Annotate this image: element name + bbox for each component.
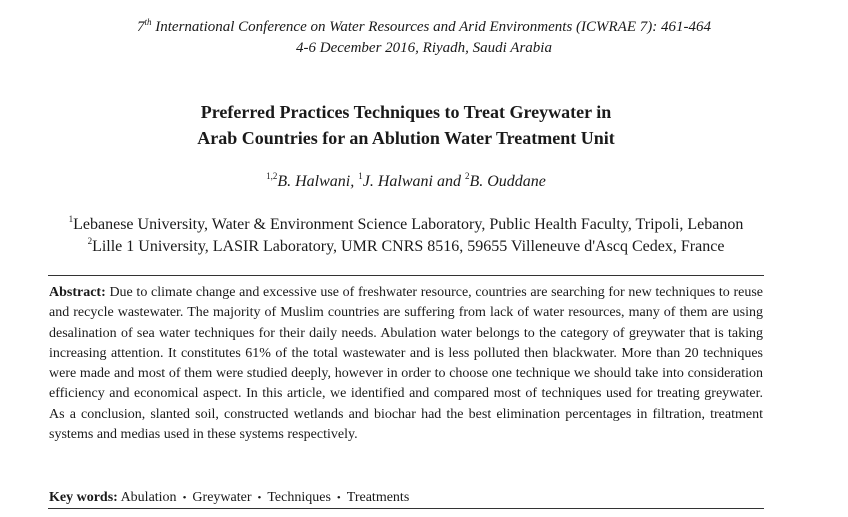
author-list: [0, 171, 812, 193]
author-1-affiliation: 1,2: [266, 171, 278, 181]
keyword-3: Techniques: [267, 490, 331, 505]
abstract-top-rule: [48, 275, 764, 276]
keywords-label: Key words:: [49, 490, 118, 505]
author-2-name: J. Halwani and: [362, 173, 465, 190]
abstract-label: Abstract:: [49, 285, 106, 300]
affiliation-2-number: 2: [87, 236, 93, 246]
conference-edition: 7: [136, 19, 145, 35]
keyword-1: Abulation: [120, 490, 177, 505]
abstract-text: Due to climate change and excessive use of freshwater resource, countries are searching for new techniques to reuse and recycle wastewater. The majority of Muslim countries are suffering from lack of water resources, many of them are using desalination of sea water techniques for their daily needs. Abulation water belongs to the category of greywater that is taking increasing attention. It constitutes 61% of the total wastewater and is less polluted then blackwater. More than 20 techniques were made and most of them were studied deeply, however in order to choose one technique we should take into consideration efficiency and economical aspect. In this article, we identified and compared most of techniques used for treating greywater. As a conclusion, slanted soil, constructed wetlands and biochar had the best elimination percentages in filtration, treatment systems and medias used in these systems respectively.: [49, 285, 763, 443]
keyword-separator: •: [336, 492, 341, 504]
affiliation-1: [0, 214, 812, 236]
conference-dates-location: 4-6 December 2016, Riyadh, Saudi Arabia: [296, 40, 552, 56]
author-1-name: B. Halwani,: [277, 173, 355, 190]
keywords: [49, 488, 763, 508]
author-3-name: B. Ouddane: [469, 173, 546, 190]
conference-edition-suffix: th: [144, 17, 152, 27]
conference-name: International Conference on Water Resources and Arid Environments (ICWRAE 7): 461-464: [151, 19, 711, 35]
affiliation-2: [0, 236, 812, 258]
paper-title-line-1: Preferred Practices Techniques to Treat Greywater in: [200, 102, 612, 122]
keyword-2: Greywater: [192, 490, 252, 505]
affiliation-1-text: Lebanese University, Water & Environment Science Laboratory, Public Health Faculty, Tripoli, Lebanon: [73, 216, 744, 233]
affiliation-2-text: Lille 1 University, LASIR Laboratory, UMR CNRS 8516, 59655 Villeneuve d'Ascq Cedex, France: [92, 238, 725, 255]
keyword-separator: •: [257, 492, 262, 504]
author-3-affiliation: 2: [464, 171, 470, 181]
keyword-separator: •: [182, 492, 187, 504]
paper-title-line-2: Arab Countries for an Ablution Water Treatment Unit: [197, 128, 615, 148]
keywords-bottom-rule: [48, 508, 764, 509]
abstract: [49, 283, 763, 445]
keyword-4: Treatments: [346, 490, 410, 505]
conference-line-1: [0, 17, 848, 38]
author-2-affiliation: 1: [358, 171, 363, 181]
affiliation-1-number: 1: [68, 214, 74, 224]
